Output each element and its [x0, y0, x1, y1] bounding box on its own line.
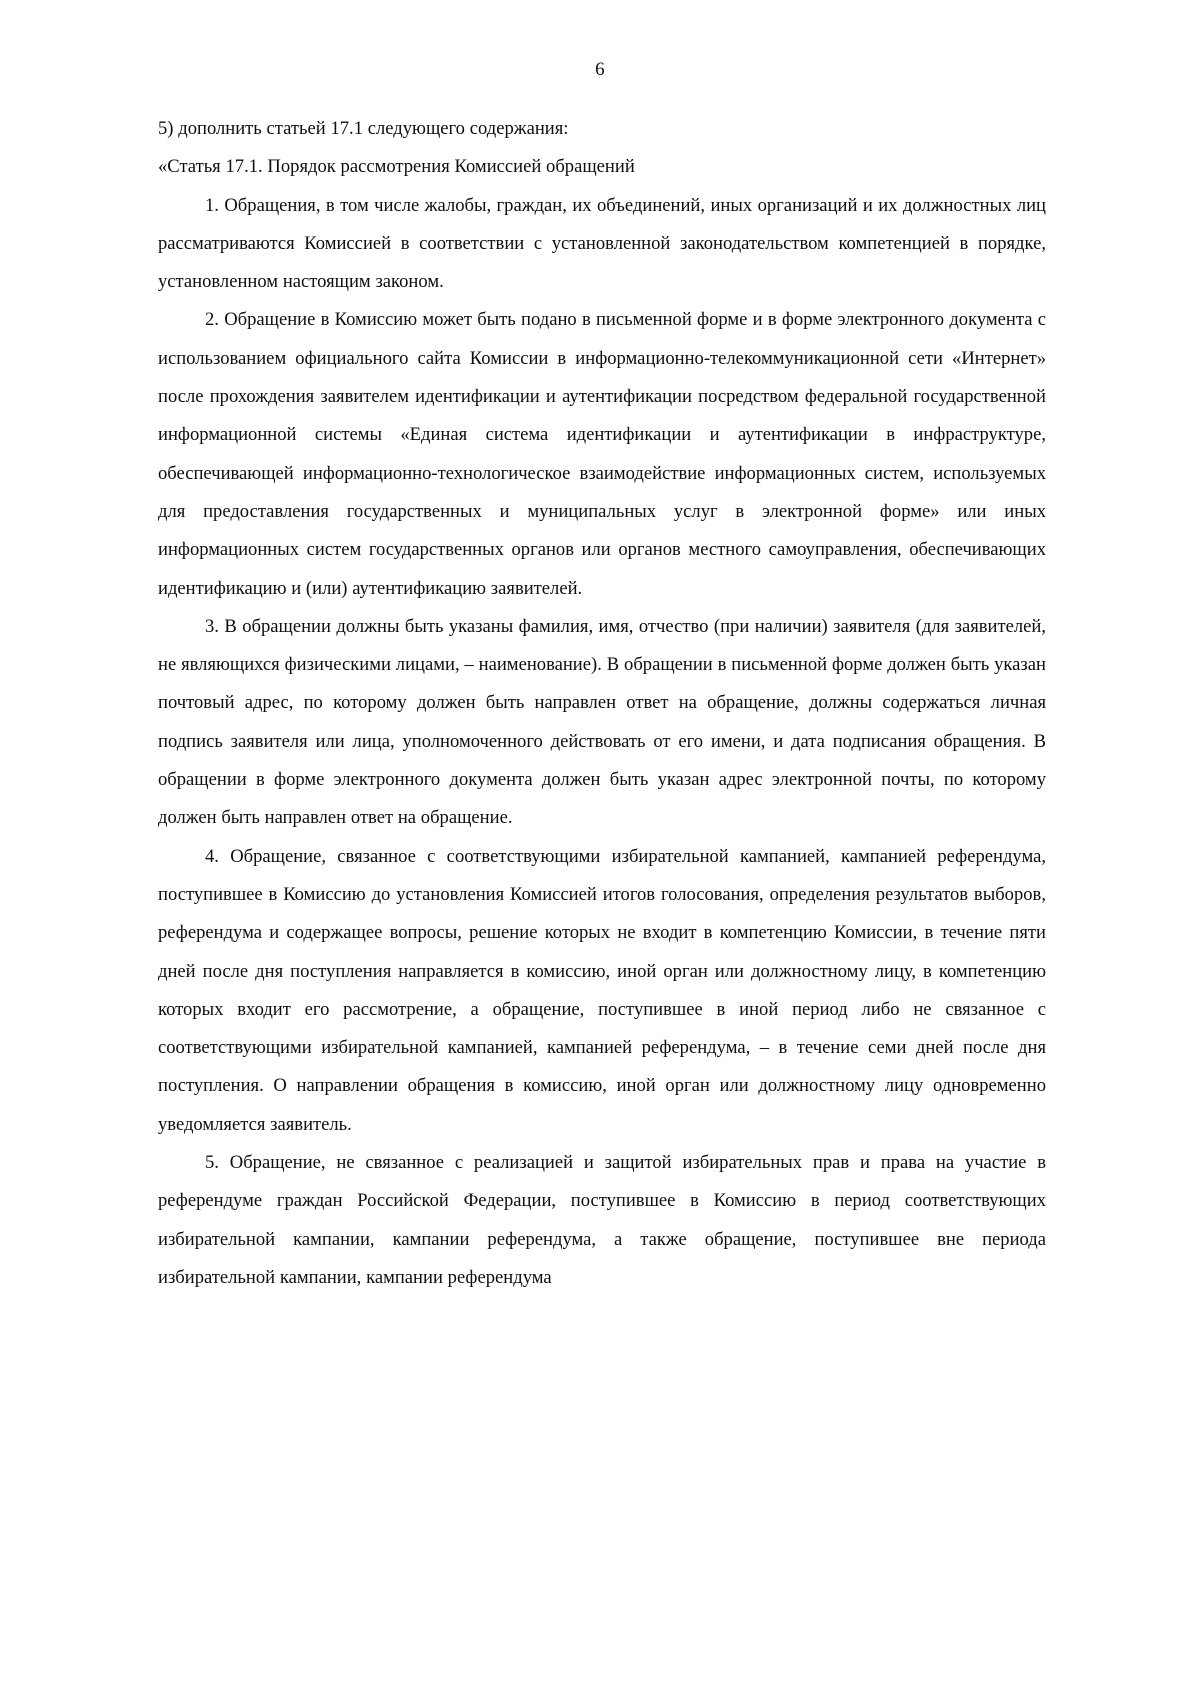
paragraph-clause-1: 1. Обращения, в том числе жалобы, граждан, их объединений, иных организаций и их должностных лиц рассматриваются Комиссией в соответствии с установленной законодательством компетенцией в порядке, установленном настоящим законом.: [158, 194, 1046, 293]
document-body: [158, 110, 1046, 1297]
paragraph-amendment-intro: 5) дополнить статьей 17.1 следующего содержания:: [158, 118, 569, 139]
paragraph-article-heading: «Статья 17.1. Порядок рассмотрения Комиссией обращений: [158, 156, 635, 178]
page-number: 6: [595, 59, 605, 80]
paragraph-clause-2: 2. Обращение в Комиссию может быть подано в письменной форме и в форме электронного документа с использованием официального сайта Комиссии в информационно-телекоммуникационной сети «Интернет» после прохождения заявителем идентификации и аутентификации посредством федеральной государственной информационной системы «Единая система идентификации и аутентификации в инфраструктуре, обеспечивающей информационно-технологическое взаимодействие информационных систем, используемых для предоставления государственных и муниципальных услуг в электронной форме» или иных информационных систем государственных органов или органов местного самоуправления, обеспечивающих идентификацию и (или) аутентификацию заявителей.: [158, 309, 1046, 599]
paragraph-clause-4: 4. Обращение, связанное с соответствующими избирательной кампанией, кампанией референдума, поступившее в Комиссию до установления Комиссией итогов голосования, определения результатов выборов, референдума и содержащее вопросы, решение которых не входит в компетенцию Комиссии, в течение пяти дней после дня поступления направляется в комиссию, иной орган или должностному лицу, в компетенцию которых входит его рассмотрение, а обращение, поступившее в иной период либо не связанное с соответствующими избирательной кампанией, кампанией референдума, – в течение семи дней после дня поступления. О направлении обращения в комиссию, иной орган или должностному лицу одновременно уведомляется заявитель.: [158, 845, 1046, 1135]
paragraph-clause-5: 5. Обращение, не связанное с реализацией и защитой избирательных прав и права на участие в референдуме граждан Российской Федерации, поступившее в Комиссию в период соответствующих избирательной кампании, кампании референдума, а также обращение, поступившее вне периода избирательной кампании, кампании референдума: [158, 1152, 1046, 1288]
paragraph-clause-3: 3. В обращении должны быть указаны фамилия, имя, отчество (при наличии) заявителя (для заявителей, не являющихся физическими лицами, – наименование). В обращении в письменной форме должен быть указан почтовый адрес, по которому должен быть направлен ответ на обращение, должны содержаться личная подпись заявителя или лица, уполномоченного действовать от его имени, и дата подписания обращения. В обращении в форме электронного документа должен быть указан адрес электронной почты, по которому должен быть направлен ответ на обращение.: [158, 615, 1046, 829]
